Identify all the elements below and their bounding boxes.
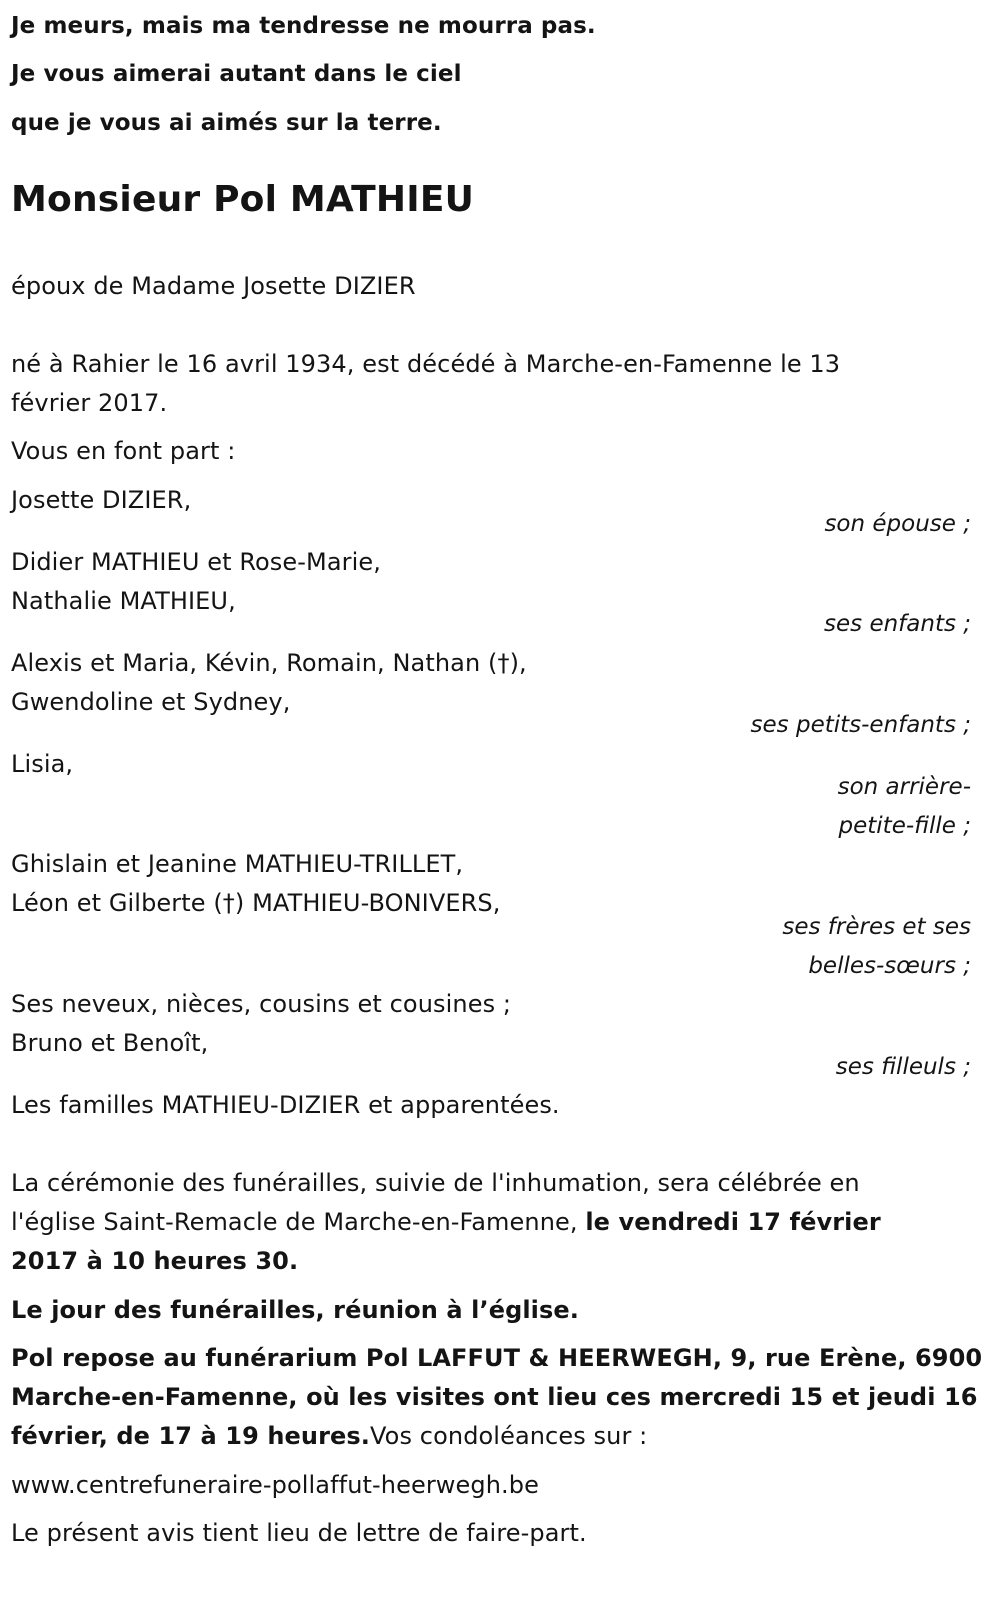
condolences-label: Vos condoléances sur : [370, 1422, 648, 1450]
family-member-line: Ghislain et Jeanine MATHIEU-TRILLET, [11, 850, 464, 878]
family-member-line: Nathalie MATHIEU, [11, 587, 236, 615]
rest-line-2: Marche-en-Famenne, où les visites ont lieu ces mercredi 15 et jeudi 16 [11, 1383, 978, 1411]
ceremony-location: l'église Saint-Remacle de Marche-en-Famenne, [11, 1208, 586, 1236]
closing-note: Le présent avis tient lieu de lettre de faire-part. [11, 1519, 587, 1547]
family-member-line: Léon et Gilberte (†) MATHIEU-BONIVERS, [11, 889, 501, 917]
family-role: son arrière- [837, 774, 971, 800]
family-member-line: Didier MATHIEU et Rose-Marie, [11, 548, 381, 576]
rest-line-3 [11, 1422, 647, 1450]
family-role: ses frères et ses [782, 914, 971, 940]
visiting-hours: février, de 17 à 19 heures. [11, 1422, 371, 1450]
family-role: belles-sœurs ; [808, 953, 971, 979]
family-member-line: Bruno et Benoît, [11, 1029, 209, 1057]
family-role: son épouse ; [824, 511, 971, 537]
quote-line-2: Je vous aimerai autant dans le ciel [11, 61, 462, 87]
deceased-name: Monsieur Pol MATHIEU [11, 179, 475, 220]
ceremony-date: le vendredi 17 février [585, 1208, 881, 1236]
family-member-line: Gwendoline et Sydney, [11, 688, 291, 716]
quote-line-3: que je vous ai aimés sur la terre. [11, 110, 442, 136]
family-member-line: Ses neveux, nièces, cousins et cousines ; [11, 990, 512, 1018]
family-role: ses filleuls ; [835, 1054, 971, 1080]
ceremony-line-2 [11, 1208, 881, 1236]
birth-death-line-2: février 2017. [11, 389, 168, 417]
family-member-line: Alexis et Maria, Kévin, Romain, Nathan (†), [11, 649, 527, 677]
gathering-notice: Le jour des funérailles, réunion à l’église. [11, 1296, 579, 1324]
quote-line-1: Je meurs, mais ma tendresse ne mourra pas. [11, 13, 596, 39]
rest-line-1: Pol repose au funérarium Pol LAFFUT & HEERWEGH, 9, rue Erène, 6900 [11, 1344, 983, 1372]
ceremony-time: 2017 à 10 heures 30. [11, 1247, 299, 1275]
family-role: petite-fille ; [838, 813, 971, 839]
condolences-website-link[interactable]: www.centrefuneraire-pollaffut-heerwegh.be [11, 1471, 539, 1499]
family-member-line: Josette DIZIER, [11, 486, 192, 514]
family-role: ses petits-enfants ; [750, 712, 971, 738]
family-role: ses enfants ; [824, 611, 971, 637]
family-member-line: Lisia, [11, 750, 74, 778]
announcement-intro: Vous en font part : [11, 437, 236, 465]
family-member-line: Les familles MATHIEU-DIZIER et apparentées. [11, 1091, 560, 1119]
ceremony-line-1: La cérémonie des funérailles, suivie de l'inhumation, sera célébrée en [11, 1169, 860, 1197]
spouse-line: époux de Madame Josette DIZIER [11, 272, 416, 300]
birth-death-line-1: né à Rahier le 16 avril 1934, est décédé à Marche-en-Famenne le 13 [11, 350, 841, 378]
